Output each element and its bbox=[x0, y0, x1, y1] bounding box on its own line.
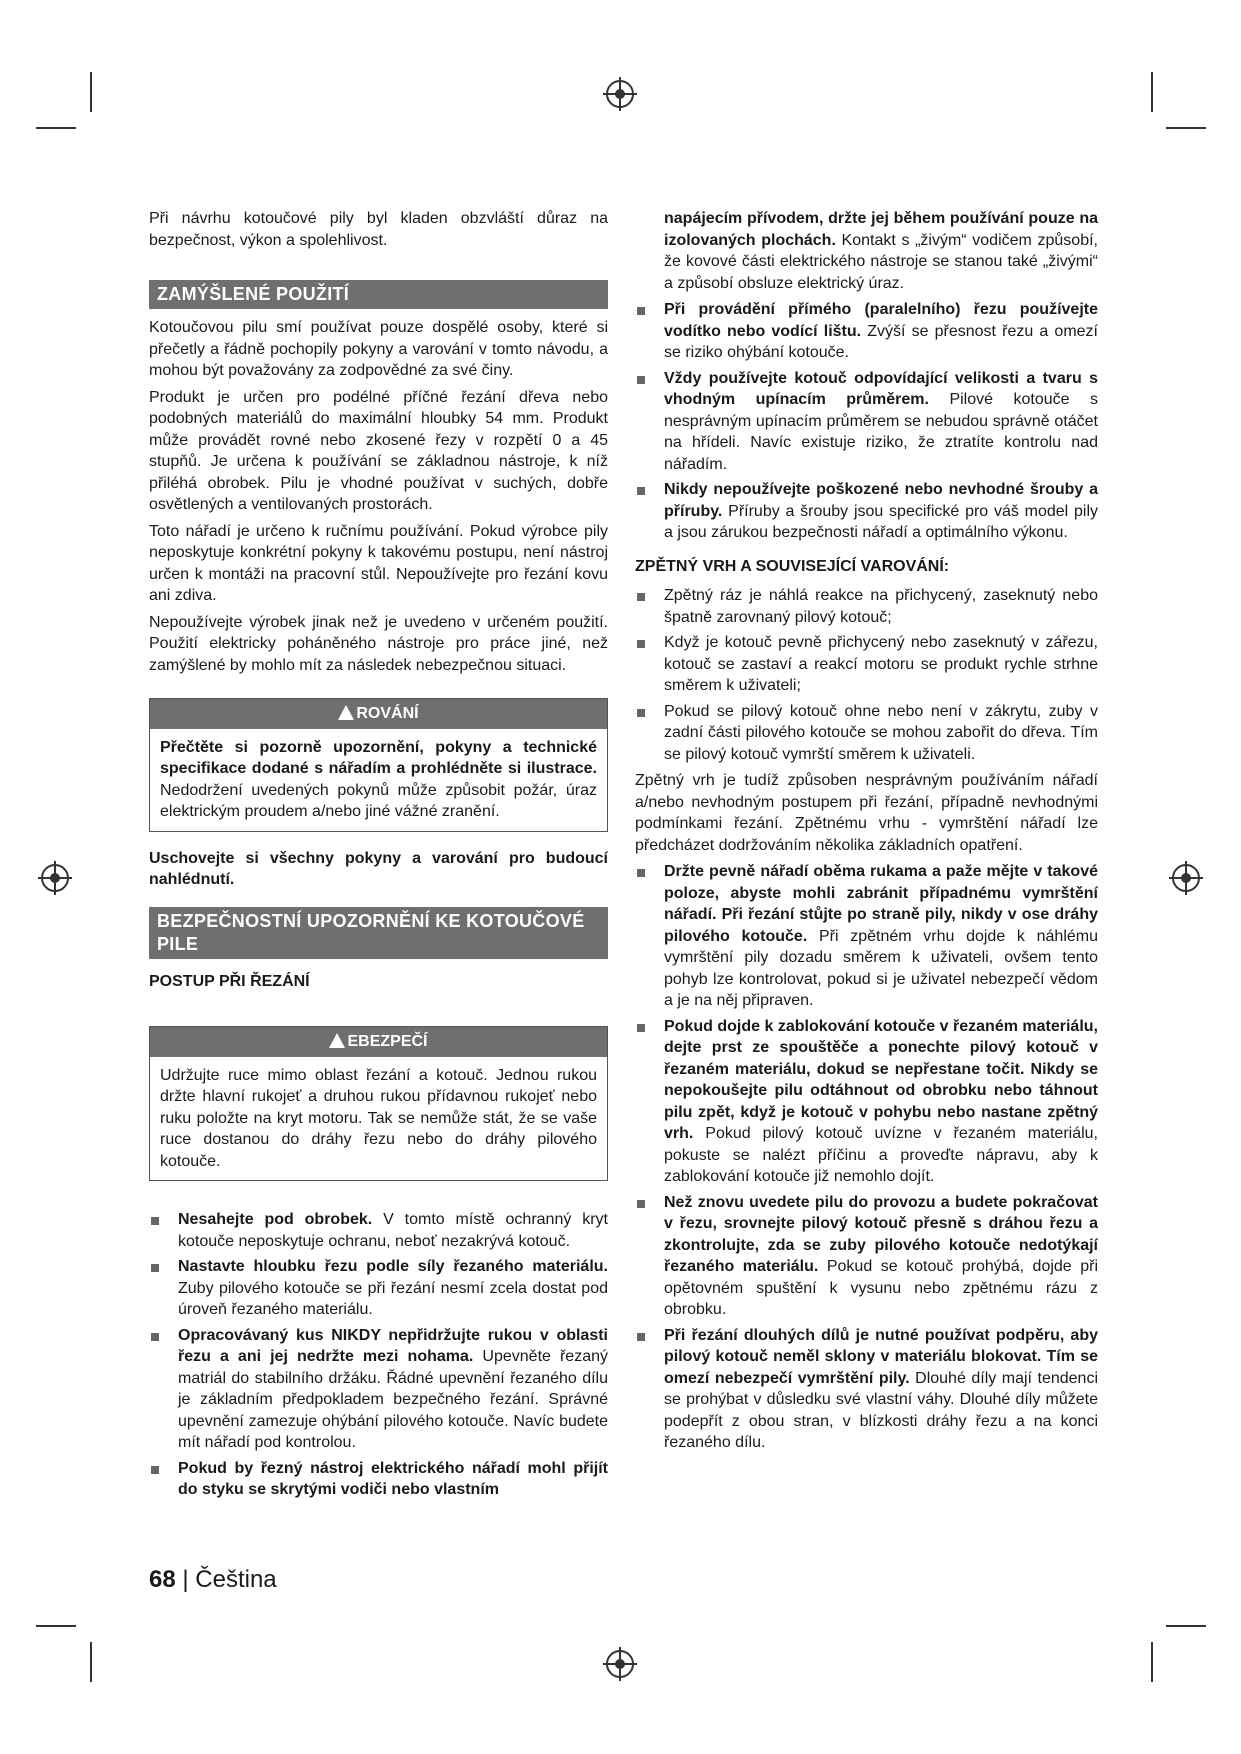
list-item: Pokud dojde k zablokování kotouče v řezaném materiálu, dejte prst ze spouštěče a ponechte pilový kotouč v řezaném materiálu, dokud se nepřestane točit. Nikdy se nepokoušejte pilu odtáhnout od obrobku nebo táhnout pilu zpět, když je kotouč v pohybu nebo nastane zpětný vrh. Pokud pilový kotouč uvízne v řezaném materiálu, pokuste se nalézt příčinu a proveďte nápravu, aby k zablokování kotouče již nemohlo dojít. bbox=[635, 1016, 1098, 1188]
list-item: Než znovu uvedete pilu do provozu a budete pokračovat v řezu, srovnejte pilový kotouč přesně s dráhou řezu a zkontrolujte, zda se zuby pilového kotouče nedotýkají řezaného materiálu. Pokud se kotouč prohýbá, dojde při opětovném spuštění k vysunu nebo zpětnému rázu z obrobku. bbox=[635, 1192, 1098, 1321]
danger-title: EBEZPEČÍ bbox=[347, 1033, 428, 1050]
kickback-paragraph: Zpětný vrh je tudíž způsoben nesprávným používáním nářadí a/nebo nevhodným postupem při řezání, případně nevhodnými podmínkami řezání. Zpětnému vrhu - vymrštění nářadí lze předcházet dodržováním několika základních opatření. bbox=[635, 772, 1098, 854]
warning-triangle-icon bbox=[338, 705, 354, 720]
kickback-bullet-list bbox=[635, 585, 1098, 765]
footer-separator: | bbox=[175, 1566, 196, 1593]
list-item: Když je kotouč pevně přichycený nebo zaseknutý v zářezu, kotouč se zastaví a reakcí motoru se produkt rychle strhne směrem k uživateli; bbox=[635, 632, 1098, 697]
list-item: Při řezání dlouhých dílů je nutné používat podpěru, aby pilový kotouč neměl sklony v materiálu blokovat. Tím se omezí nebezpečí vymrštění pily. Dlouhé díly mají tendenci se prohýbat v důsledku své vlastní váhy. Dlouhé díly můžete podepřít z obou stran, v blízkosti dráhy řezu a na konci řezaného dílu. bbox=[635, 1325, 1098, 1454]
guide-bullet-list bbox=[635, 299, 1098, 544]
crop-mark bbox=[1166, 127, 1206, 129]
list-item: Nesahejte pod obrobek. V tomto místě ochranný kryt kotouče neposkytuje ochranu, neboť nezakrývá kotouč. bbox=[149, 1209, 608, 1252]
list-item: Pokud se pilový kotouč ohne nebo není v zákrytu, zuby v zadní části pilového kotouče se mohou zabořit do dřeva. Tím se pilový kotouč vymrští směrem k uživateli. bbox=[635, 701, 1098, 766]
crop-mark bbox=[1166, 1625, 1206, 1627]
warning-bold-text: Přečtěte si pozorně upozornění, pokyny a technické specifikace dodané s nářadím a prohlédněte si ilustrace. bbox=[160, 738, 597, 777]
crop-mark bbox=[1151, 72, 1153, 112]
cutting-bullet-list bbox=[149, 1209, 608, 1501]
registration-mark-icon bbox=[1172, 864, 1200, 892]
list-item: Nikdy nepoužívejte poškozené nebo nevhodné šrouby a příruby. Příruby a šrouby jsou specifické pro váš model pily a jsou zárukou bezpečnosti nářadí a optimálního výkonu. bbox=[635, 479, 1098, 544]
danger-box bbox=[149, 1026, 608, 1181]
intro-paragraph: Při návrhu kotoučové pily byl kladen obzvláští důraz na bezpečnost, výkon a spolehlivost. bbox=[149, 210, 608, 249]
list-item: Nastavte hloubku řezu podle síly řezaného materiálu. Zuby pilového kotouče se při řezání nesmí zcela dostat pod úroveň řezaného materiálu. bbox=[149, 1256, 608, 1321]
list-item: Opracovávaný kus NIKDY nepřidržujte rukou v oblasti řezu a ani jej nedržte mezi nohama. Upevněte řezaný matriál do stabilního držáku. Řádné upevnění řezaného dílu je základním předpokladem bezpečného řezání. Správné upevnění zamezuje ohýbání pilového kotouče. Navíc budete mít nářadí pod kontrolou. bbox=[149, 1325, 608, 1454]
registration-mark-icon bbox=[41, 864, 69, 892]
crop-mark bbox=[36, 127, 76, 129]
keep-instructions-note: Uschovejte si všechny pokyny a varování pro budoucí nahlédnutí. bbox=[149, 849, 608, 888]
list-item: Pokud by řezný nástroj elektrického nářadí mohl přijít do styku se skrytými vodiči nebo vlastním bbox=[149, 1458, 608, 1501]
crop-mark bbox=[36, 1625, 76, 1627]
crop-mark bbox=[1151, 1642, 1153, 1682]
list-item: Vždy používejte kotouč odpovídající velikosti a tvaru s vhodným upínacím průměrem. Pilové kotouče s nesprávným upínacím průměrem se nebudou správně otáčet na hřídeli. Navíc existuje riziko, že ztratíte kontrolu nad nářadím. bbox=[635, 368, 1098, 476]
intended-use-paragraph: Produkt je určen pro podélné příčné řezání dřeva nebo podobných materiálů do maximální hloubky 54 mm. Produkt může provádět rovné nebo zkosené řezy v rozpětí 0 a 45 stupňů. Je určena k používání se základnou nástroje, k níž přiléhá obrobek. Pilu je vhodné používat v suchých, dobře osvětlených a ventilovaných prostorách. bbox=[149, 388, 608, 513]
danger-triangle-icon bbox=[329, 1033, 345, 1048]
warning-title: ROVÁNÍ bbox=[356, 705, 419, 722]
registration-mark-icon bbox=[606, 1650, 634, 1678]
kickback-heading: ZPĚTNÝ VRH A SOUVISEJÍCÍ VAROVÁNÍ: bbox=[635, 557, 950, 575]
intended-use-paragraph: Nepoužívejte výrobek jinak než je uvedeno v určeném použití. Použití elektricky poháněného nástroje pro práce jiné, než zamýšlené by mohlo mít za následek nebezpečnou situaci. bbox=[149, 613, 608, 674]
safety-heading: BEZPEČNOSTNÍ UPOZORNĚNÍ KE KOTOUČOVÉ PILE bbox=[149, 907, 608, 959]
danger-text: Udržujte ruce mimo oblast řezání a kotouč. Jednou rukou držte hlavní rukojeť a druhou rukou přídavnou rukojeť nebo ruku položte na kryt motoru. Tak se nemůže stát, že se vaše ruce dostanou do dráhy řezu nebo do dráhy pilového kotouče. bbox=[160, 1066, 597, 1170]
continuation-paragraph: napájecím přívodem, držte jej během používání pouze na izolovaných plochách. Kontakt s „živým“ vodičem způsobí, že kovové části elektrického nástroje se stanou také „živými“ a způsobí obsluze elektrický úraz. bbox=[664, 210, 1098, 292]
list-item: Při provádění přímého (paralelního) řezu používejte vodítko nebo vodící lištu. Zvýší se přesnost řezu a omezí se riziko ohýbání kotouče. bbox=[635, 299, 1098, 364]
intended-use-heading: ZAMÝŠLENÉ POUŽITÍ bbox=[149, 280, 608, 309]
left-column bbox=[149, 208, 608, 1506]
intended-use-paragraph: Toto nářadí je určeno k ručnímu používání. Pokud výrobce pily neposkytuje konkrétní pokyny k takovému postupu, není nástroj určen k montáži na pracovní stůl. Nepoužívejte pro řezání kovu ani zdiva. bbox=[149, 522, 608, 604]
right-column bbox=[635, 208, 1098, 1459]
warning-text: Nedodržení uvedených pokynů může způsobit požár, úraz elektrickým proudem a/nebo jiné vážné zranění. bbox=[160, 781, 597, 820]
warning-box bbox=[149, 698, 608, 832]
page-footer bbox=[149, 1566, 277, 1594]
list-item: Držte pevně nářadí oběma rukama a paže mějte v takové poloze, abyste mohli zabránit případnému vymrštění nářadí. Při řezání stůjte po straně pily, nikdy v ose dráhy pilového kotouče. Při zpětném vrhu dojde k náhlému vymrštění pily dozadu směrem k uživateli, ovšem tento pohyb lze kontrolovat, pokud si je uživatel nebezpečí vědom a je na něj připraven. bbox=[635, 861, 1098, 1012]
prevention-bullet-list bbox=[635, 861, 1098, 1454]
crop-mark bbox=[90, 72, 92, 112]
intended-use-paragraph: Kotoučovou pilu smí používat pouze dospělé osoby, které si přečetly a řádně pochopily pokyny a varování v tomto návodu, a mohou být považovány za zodpovědné za své činy. bbox=[149, 319, 608, 379]
crop-mark bbox=[90, 1642, 92, 1682]
page-number: 68 bbox=[149, 1566, 176, 1593]
cutting-procedure-heading: POSTUP PŘI ŘEZÁNÍ bbox=[149, 972, 310, 990]
list-item: Zpětný ráz je náhlá reakce na přichycený, zaseknutý nebo špatně zarovnaný pilový kotouč; bbox=[635, 585, 1098, 628]
footer-language: Čeština bbox=[195, 1566, 277, 1593]
registration-mark-icon bbox=[606, 80, 634, 108]
